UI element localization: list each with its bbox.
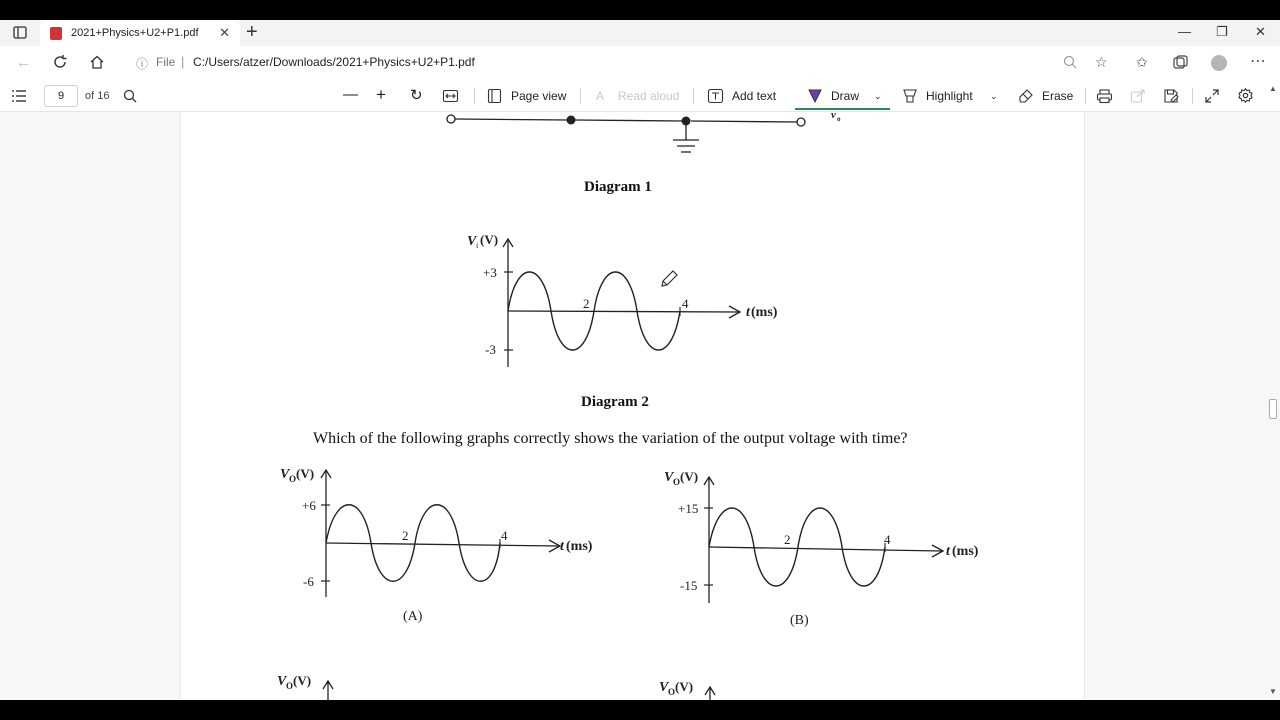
option-b-y-min-label: -15	[680, 578, 698, 593]
minimize-button[interactable]: —	[1178, 24, 1191, 39]
toolbar-separator	[1192, 88, 1193, 104]
page-view-button[interactable]: Page view	[511, 89, 567, 103]
draw-options-chevron-icon[interactable]: ⌄	[874, 91, 882, 101]
diagram1-caption: Diagram 1	[584, 179, 652, 195]
settings-gear-icon[interactable]	[1238, 88, 1253, 103]
input-t-unit: (ms)	[751, 305, 778, 320]
option-b-y-max-label: +15	[678, 501, 699, 516]
input-tick-4: 4	[682, 296, 689, 311]
address-url[interactable]: C:/Users/atzer/Downloads/2021+Physics+U2+P1.pdf	[193, 55, 475, 69]
close-window-button[interactable]: ✕	[1255, 24, 1266, 39]
tab-pdf[interactable]	[40, 20, 240, 46]
collections-icon[interactable]	[1173, 55, 1188, 70]
pdf-page	[180, 109, 1085, 712]
pencil-cursor-icon	[659, 269, 679, 289]
home-icon[interactable]	[89, 54, 105, 70]
option-b-tick-2: 2	[784, 532, 791, 547]
site-info-icon[interactable]: ⓘ	[136, 57, 149, 71]
option-a-tick-4: 4	[501, 528, 508, 543]
rotate-icon[interactable]: ↻	[410, 87, 423, 104]
page-number-input[interactable]: 9	[44, 85, 78, 107]
output-voltage-label: v	[831, 109, 836, 121]
save-icon[interactable]	[1164, 89, 1179, 103]
toolbar-separator	[580, 88, 581, 104]
print-icon[interactable]	[1097, 89, 1112, 103]
diagram2-caption: Diagram 2	[581, 394, 649, 410]
fullscreen-icon[interactable]	[1205, 89, 1219, 103]
screen-top-border	[0, 0, 1280, 20]
option-b-t-label: t	[946, 544, 950, 559]
highlight-button[interactable]: Highlight	[926, 89, 973, 103]
option-d-y-unit: (V)	[675, 679, 694, 694]
option-a-y-max-label: +6	[302, 498, 316, 513]
option-b-label: (B)	[790, 613, 809, 628]
address-bar	[0, 46, 1280, 80]
question-text: Which of the following graphs correctly shows the variation of the output voltage with time?	[313, 430, 908, 447]
refresh-icon[interactable]	[52, 54, 68, 70]
scroll-up-arrow-icon[interactable]: ▲	[1269, 84, 1277, 93]
highlight-icon	[903, 89, 917, 103]
vertical-scrollbar[interactable]	[1266, 84, 1280, 700]
option-a-t-unit: (ms)	[566, 539, 593, 554]
toolbar-separator	[1085, 88, 1086, 104]
page-view-icon	[488, 89, 501, 103]
input-y-max-label: +3	[483, 265, 497, 280]
more-menu-icon[interactable]: ⋯	[1250, 53, 1266, 70]
option-b-graph	[659, 465, 999, 635]
input-tick-2: 2	[583, 296, 590, 311]
draw-button[interactable]: Draw	[831, 89, 860, 103]
option-a-y-unit: (V)	[296, 466, 315, 481]
option-a-t-label: t	[560, 539, 564, 554]
draw-icon	[808, 89, 822, 103]
add-favorite-icon[interactable]: ☆	[1095, 54, 1108, 70]
scrollbar-thumb[interactable]	[1269, 399, 1277, 419]
input-y-unit: (V)	[480, 232, 499, 247]
read-aloud-button: Read aloud	[618, 89, 680, 103]
option-c-y-unit: (V)	[293, 673, 312, 688]
circuit-diagram-fragment	[441, 109, 861, 162]
erase-icon	[1019, 89, 1033, 103]
tab-actions-icon[interactable]	[10, 24, 30, 42]
scroll-down-arrow-icon[interactable]: ▼	[1269, 687, 1277, 696]
share-icon	[1131, 89, 1145, 103]
add-text-icon	[708, 89, 723, 103]
option-d-y-subscript: O	[668, 687, 676, 697]
option-a-label: (A)	[403, 609, 423, 624]
favorites-icon[interactable]: ✩	[1136, 54, 1148, 70]
option-a-graph	[276, 462, 616, 627]
input-voltage-graph	[461, 227, 791, 372]
new-tab-button[interactable]: +	[246, 21, 258, 43]
highlight-options-chevron-icon[interactable]: ⌄	[990, 91, 998, 101]
tab-close-icon[interactable]: ✕	[219, 25, 230, 40]
page-total: of 16	[85, 90, 110, 102]
input-y-label: V	[467, 234, 477, 249]
option-b-y-subscript: O	[673, 477, 681, 487]
option-b-t-unit: (ms)	[952, 544, 979, 559]
option-a-y-min-label: -6	[303, 574, 314, 589]
file-label: File	[156, 55, 176, 69]
profile-avatar[interactable]	[1211, 55, 1227, 71]
fit-width-icon[interactable]	[443, 90, 458, 102]
pdf-toolbar	[0, 80, 1280, 112]
find-icon[interactable]	[123, 89, 137, 103]
option-c-y-label: V	[277, 674, 287, 689]
tab-title: 2021+Physics+U2+P1.pdf	[71, 27, 199, 39]
option-d-y-label: V	[659, 680, 669, 695]
option-a-y-label: V	[280, 467, 290, 482]
option-a-tick-2: 2	[402, 528, 409, 543]
option-b-y-unit: (V)	[680, 469, 699, 484]
zoom-icon[interactable]	[1063, 55, 1077, 69]
toolbar-separator	[474, 88, 475, 104]
input-y-subscript: i	[476, 241, 479, 250]
zoom-in-icon[interactable]: +	[376, 85, 386, 104]
option-b-tick-4: 4	[884, 532, 891, 547]
toolbar-separator	[693, 88, 694, 104]
draw-active-indicator	[795, 108, 890, 110]
option-b-y-label: V	[664, 470, 674, 485]
option-a-y-subscript: O	[289, 474, 297, 484]
back-icon[interactable]: ←	[16, 54, 31, 71]
zoom-out-icon[interactable]: —	[343, 86, 358, 103]
address-separator: |	[181, 54, 185, 69]
contents-list-icon[interactable]	[12, 90, 26, 102]
input-y-min-label: -3	[485, 342, 496, 357]
output-voltage-subscript: o	[837, 115, 841, 123]
restore-button[interactable]: ❐	[1216, 24, 1228, 39]
pdf-file-icon	[50, 27, 62, 40]
tab-strip	[0, 20, 1280, 46]
read-aloud-icon: A	[596, 89, 605, 103]
screen-bottom-border	[0, 700, 1280, 720]
input-t-label: t	[746, 305, 750, 320]
option-c-y-subscript: O	[286, 681, 294, 691]
add-text-button[interactable]: Add text	[732, 89, 777, 103]
erase-button[interactable]: Erase	[1042, 89, 1074, 103]
